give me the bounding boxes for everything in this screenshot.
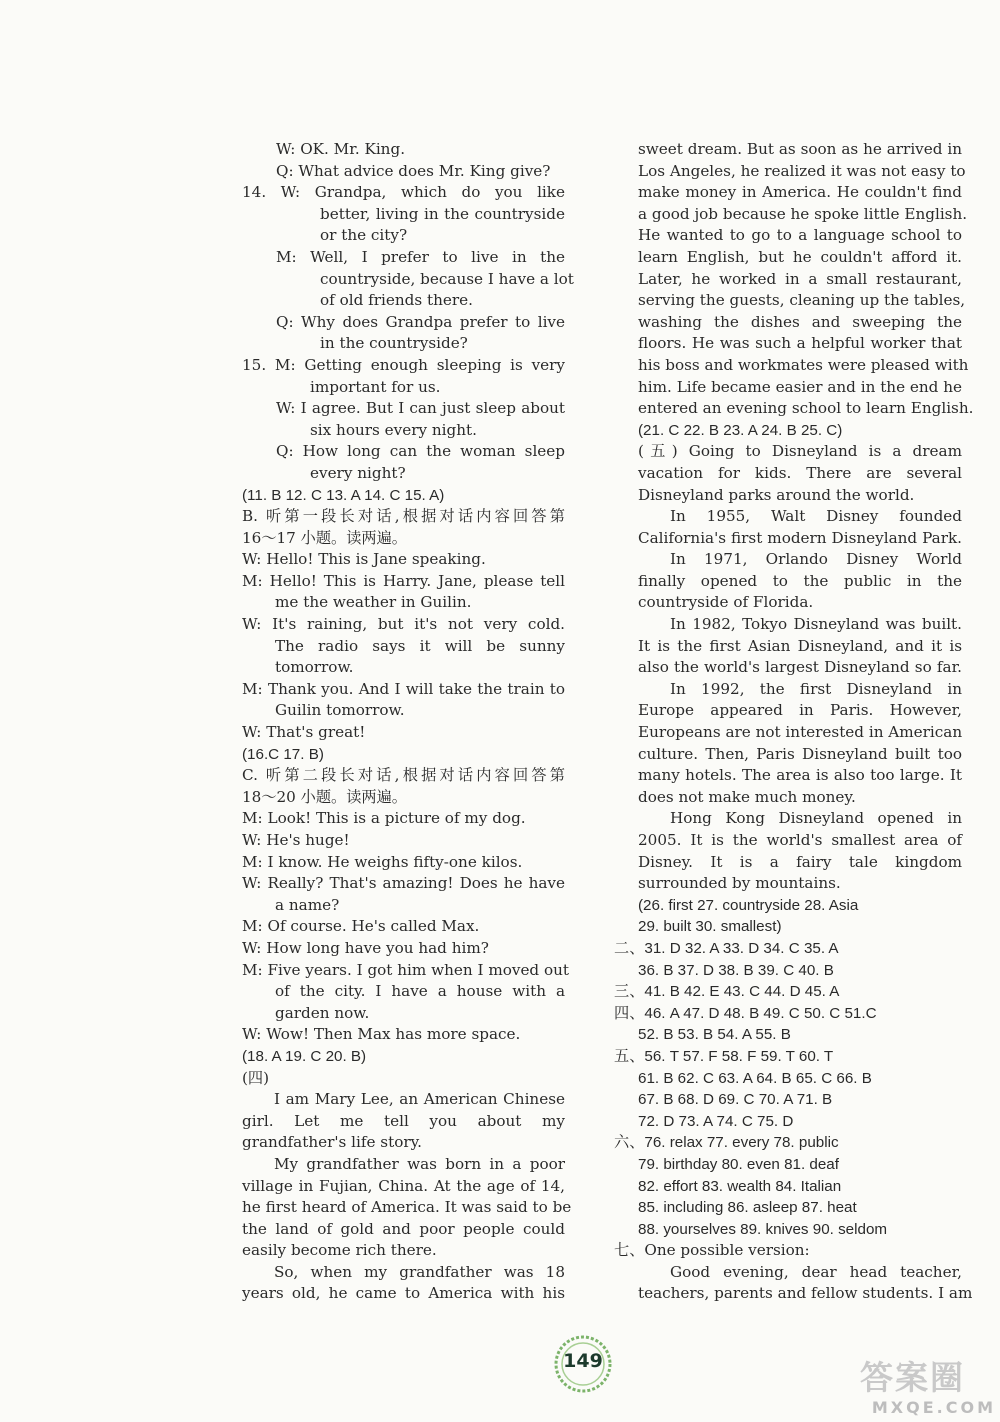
paragraph-line: In 1955, Walt Disney founded xyxy=(670,507,962,526)
paragraph-line: also the world's largest Disneyland so far. xyxy=(638,658,962,677)
answer-line: 88. yourselves 89. knives 90. seldom xyxy=(638,1220,888,1238)
watermark-logo: 答案圈 xyxy=(860,1358,965,1397)
text-line: M: Look! This is a picture of my dog. xyxy=(242,809,526,828)
paragraph-line: years old, he came to America with his xyxy=(242,1284,565,1303)
text-line: W: How long have you had him? xyxy=(242,938,489,957)
paragraph-line: So, when my grandfather was 18 xyxy=(274,1262,565,1281)
section-heading: (四) xyxy=(242,1068,270,1087)
text-line: important for us. xyxy=(310,377,441,396)
paragraph-line: In 1982, Tokyo Disneyland was built. xyxy=(670,615,962,634)
text-line: 14. W: Grandpa, which do you like xyxy=(242,183,565,202)
answer-line: 二、31. D 32. A 33. D 34. C 35. A xyxy=(614,939,839,957)
text-line: C. 听第二段长对话,根据对话内容回答第 xyxy=(242,766,565,785)
paragraph-line: washing the dishes and sweeping the xyxy=(638,312,962,331)
text-line: every night? xyxy=(310,463,406,482)
text-line: M: Of course. He's called Max. xyxy=(242,917,480,936)
text-line: six hours every night. xyxy=(310,420,477,439)
text-line: M: Thank you. And I will take the train to xyxy=(242,679,565,698)
text-line: W: It's raining, but it's not very cold. xyxy=(242,615,565,634)
paragraph-line: Europeans are not interested in American xyxy=(638,723,963,742)
text-line: M: Well, I prefer to live in the xyxy=(276,247,565,266)
paragraph-line: teachers, parents and fellow students. I am xyxy=(638,1284,973,1303)
paragraph-line: My grandfather was born in a poor xyxy=(274,1154,565,1173)
paragraph-line: girl. Let me tell you about my xyxy=(242,1111,565,1130)
paragraph-line: learn English, but he couldn't afford it. xyxy=(638,247,962,266)
answer-line: (18. A 19. C 20. B) xyxy=(242,1047,367,1065)
paragraph-line: entered an evening school to learn English. xyxy=(638,399,974,418)
text-line: of old friends there. xyxy=(320,291,473,310)
text-line: 16～17 小题。读两遍。 xyxy=(242,528,407,547)
paragraph-line: surrounded by mountains. xyxy=(638,874,841,893)
answer-line: (26. first 27. countryside 28. Asia xyxy=(638,896,859,914)
answer-line: 72. D 73. A 74. C 75. D xyxy=(638,1112,794,1130)
watermark xyxy=(860,1360,996,1418)
paragraph-line: serving the guests, cleaning up the tables, xyxy=(638,291,966,310)
paragraph-line: In 1992, the first Disneyland in xyxy=(670,679,962,698)
answer-line: 四、46. A 47. D 48. B 49. C 50. C 51.C xyxy=(614,1004,877,1022)
watermark-url: MXQE.COM xyxy=(871,1398,996,1417)
text-line: a name? xyxy=(275,895,340,914)
paragraph-line: culture. Then, Paris Disneyland built too xyxy=(638,744,962,763)
text-line: countryside, because I have a lot xyxy=(320,269,574,288)
text-line: W: He's huge! xyxy=(242,831,350,849)
text-line: 15. M: Getting enough sleeping is very xyxy=(242,355,565,374)
answer-line: 36. B 37. D 38. B 39. C 40. B xyxy=(638,961,834,979)
text-line: Q: What advice does Mr. King give? xyxy=(276,161,551,180)
text-line: M: I know. He weighs fifty-one kilos. xyxy=(242,852,523,871)
text-line: me the weather in Guilin. xyxy=(275,593,472,612)
paragraph-line: village in Fujian, China. At the age of 14, xyxy=(242,1176,565,1195)
left-column xyxy=(242,139,574,1305)
paragraph-line: floors. He was such a helpful worker that xyxy=(638,334,962,353)
paragraph-line: In 1971, Orlando Disney World xyxy=(670,550,962,569)
text-line: Q: Why does Grandpa prefer to live xyxy=(276,312,565,331)
section-heading: 七、One possible version: xyxy=(614,1241,810,1260)
paragraph-line: Los Angeles, he realized it was not easy to xyxy=(638,161,966,180)
paragraph-line: Hong Kong Disneyland opened in xyxy=(670,809,962,828)
paragraph-line: he first heard of America. It was said to be xyxy=(242,1198,572,1217)
text-line: in the countryside? xyxy=(320,334,468,353)
paragraph-line: Later, he worked in a small restaurant, xyxy=(638,269,962,288)
paragraph-line: (五) Going to Disneyland is a dream xyxy=(638,442,962,461)
text-line: W: That's great! xyxy=(242,723,366,742)
text-line: The radio says it will be sunny xyxy=(275,636,565,655)
text-line: M: Five years. I got him when I moved out xyxy=(242,960,570,979)
paragraph-line: him. Life became easier and in the end he xyxy=(638,377,962,396)
paragraph-line: easily become rich there. xyxy=(242,1241,437,1260)
page-number-badge xyxy=(551,1332,615,1396)
right-column xyxy=(614,139,974,1305)
paragraph-line: countryside of Florida. xyxy=(638,593,814,612)
paragraph-line: He wanted to go to a language school to xyxy=(638,226,962,245)
text-line: Guilin tomorrow. xyxy=(275,701,405,720)
text-line: 18～20 小题。读两遍。 xyxy=(242,787,407,806)
text-line: Q: How long can the woman sleep xyxy=(276,442,565,461)
text-line: W: OK. Mr. King. xyxy=(276,140,406,158)
paragraph-line: a good job because he spoke little English. xyxy=(638,204,968,223)
paragraph-line: many hotels. The area is also too large. It xyxy=(638,766,962,785)
answer-line: 29. built 30. smallest) xyxy=(638,918,782,936)
answer-line: 67. B 68. D 69. C 70. A 71. B xyxy=(638,1091,833,1109)
paragraph-line: his boss and workmates were pleased with xyxy=(638,355,969,374)
paragraph-line: finally opened to the public in the xyxy=(638,571,962,590)
answer-line: 五、56. T 57. F 58. F 59. T 60. T xyxy=(614,1047,834,1065)
text-line: better, living in the countryside xyxy=(320,204,565,223)
paragraph-line: Disney. It is a fairy tale kingdom xyxy=(638,852,962,871)
paragraph-line: sweet dream. But as soon as he arrived in xyxy=(638,140,962,158)
paragraph-line: It is the first Asian Disneyland, and it is xyxy=(638,636,962,655)
answer-line: 61. B 62. C 63. A 64. B 65. C 66. B xyxy=(638,1069,872,1087)
answer-line: (11. B 12. C 13. A 14. C 15. A) xyxy=(242,486,445,504)
answer-line: 85. including 86. asleep 87. heat xyxy=(638,1199,857,1217)
answer-line: 三、41. B 42. E 43. C 44. D 45. A xyxy=(614,983,840,1001)
paragraph-line: the land of gold and poor people could xyxy=(242,1219,565,1238)
paragraph-line: California's first modern Disneyland Park. xyxy=(638,528,962,547)
text-line: W: Wow! Then Max has more space. xyxy=(242,1025,521,1044)
text-line: tomorrow. xyxy=(275,658,354,677)
answer-line: 六、76. relax 77. every 78. public xyxy=(614,1134,839,1152)
paragraph-line: vacation for kids. There are several xyxy=(638,463,962,482)
answer-line: (21. C 22. B 23. A 24. B 25. C) xyxy=(638,421,843,439)
text-line: or the city? xyxy=(320,226,408,245)
answer-line: 52. B 53. B 54. A 55. B xyxy=(638,1026,791,1044)
paragraph-line: Disneyland parks around the world. xyxy=(638,485,915,504)
text-line: of the city. I have a house with a xyxy=(275,982,565,1001)
paragraph-line: grandfather's life story. xyxy=(242,1133,422,1152)
answer-line: 82. effort 83. wealth 84. Italian xyxy=(638,1177,842,1195)
paragraph-line: I am Mary Lee, an American Chinese xyxy=(274,1090,565,1109)
paragraph-line: Good evening, dear head teacher, xyxy=(670,1262,962,1281)
text-line: B. 听第一段长对话,根据对话内容回答第 xyxy=(242,507,565,526)
text-line: W: I agree. But I can just sleep about xyxy=(276,399,565,418)
answer-line: (16.C 17. B) xyxy=(242,745,324,763)
text-line: garden now. xyxy=(275,1003,370,1022)
text-line: M: Hello! This is Harry. Jane, please tell xyxy=(242,571,565,590)
paragraph-line: does not make much money. xyxy=(638,787,856,806)
paragraph-line: 2005. It is the world's smallest area of xyxy=(638,831,962,849)
page-number: 149 xyxy=(563,1350,603,1372)
text-line: W: Hello! This is Jane speaking. xyxy=(242,550,486,569)
text-line: W: Really? That's amazing! Does he have xyxy=(242,874,565,893)
answer-line: 79. birthday 80. even 81. deaf xyxy=(638,1155,839,1173)
paragraph-line: make money in America. He couldn't find xyxy=(638,183,962,202)
paragraph-line: Europe appeared in Paris. However, xyxy=(638,701,962,720)
